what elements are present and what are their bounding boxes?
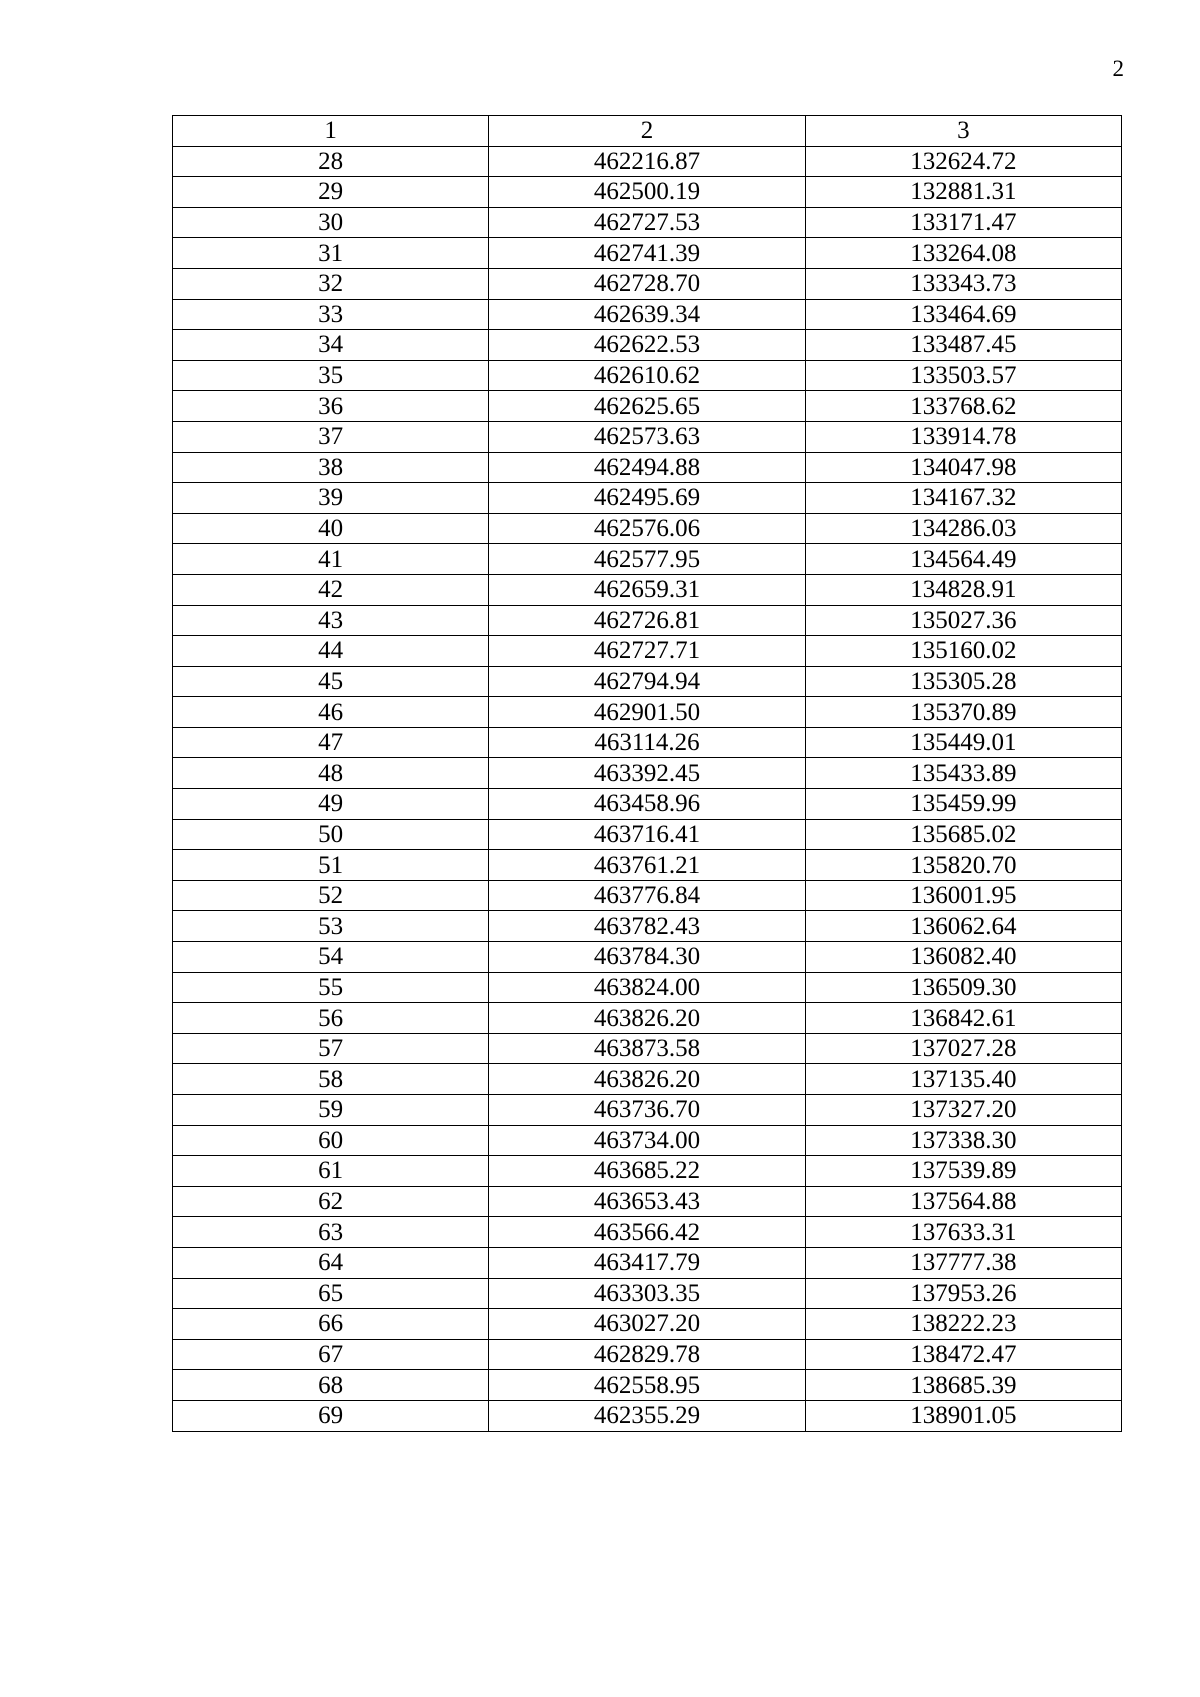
table-row [173, 1370, 1122, 1401]
point-number-cell: 54 [173, 942, 489, 973]
x-coordinate-cell: 462500.19 [489, 177, 805, 208]
y-coordinate-cell: 138472.47 [805, 1339, 1121, 1370]
table-row [173, 207, 1122, 238]
x-coordinate-cell: 462494.88 [489, 452, 805, 483]
x-coordinate-cell: 462794.94 [489, 666, 805, 697]
y-coordinate-cell: 134564.49 [805, 544, 1121, 575]
table-row [173, 238, 1122, 269]
y-coordinate-cell: 135459.99 [805, 789, 1121, 820]
table-row [173, 850, 1122, 881]
y-coordinate-cell: 136509.30 [805, 972, 1121, 1003]
table-row [173, 391, 1122, 422]
table-row [173, 1186, 1122, 1217]
x-coordinate-cell: 462728.70 [489, 268, 805, 299]
x-coordinate-cell: 462216.87 [489, 146, 805, 177]
x-coordinate-cell: 463873.58 [489, 1033, 805, 1064]
x-coordinate-cell: 462576.06 [489, 513, 805, 544]
point-number-cell: 30 [173, 207, 489, 238]
y-coordinate-cell: 134828.91 [805, 574, 1121, 605]
point-number-cell: 53 [173, 911, 489, 942]
x-coordinate-cell: 463784.30 [489, 942, 805, 973]
x-coordinate-cell: 462727.71 [489, 636, 805, 667]
point-number-cell: 60 [173, 1125, 489, 1156]
y-coordinate-cell: 137777.38 [805, 1247, 1121, 1278]
point-number-cell: 62 [173, 1186, 489, 1217]
y-coordinate-cell: 133503.57 [805, 360, 1121, 391]
x-coordinate-cell: 462573.63 [489, 421, 805, 452]
point-number-cell: 35 [173, 360, 489, 391]
y-coordinate-cell: 135449.01 [805, 727, 1121, 758]
x-coordinate-cell: 462901.50 [489, 697, 805, 728]
y-coordinate-cell: 137027.28 [805, 1033, 1121, 1064]
table-row [173, 1309, 1122, 1340]
point-number-cell: 36 [173, 391, 489, 422]
table-row [173, 574, 1122, 605]
coordinates-table [172, 115, 1122, 1432]
table-row [173, 1125, 1122, 1156]
x-coordinate-cell: 462610.62 [489, 360, 805, 391]
table-row [173, 1095, 1122, 1126]
y-coordinate-cell: 134047.98 [805, 452, 1121, 483]
point-number-cell: 64 [173, 1247, 489, 1278]
point-number-cell: 49 [173, 789, 489, 820]
x-coordinate-cell: 463458.96 [489, 789, 805, 820]
x-coordinate-cell: 463027.20 [489, 1309, 805, 1340]
point-number-cell: 41 [173, 544, 489, 575]
x-coordinate-cell: 463685.22 [489, 1156, 805, 1187]
column-header-3: 3 [805, 116, 1121, 147]
table-row [173, 911, 1122, 942]
x-coordinate-cell: 462726.81 [489, 605, 805, 636]
table-row [173, 789, 1122, 820]
point-number-cell: 63 [173, 1217, 489, 1248]
x-coordinate-cell: 463761.21 [489, 850, 805, 881]
point-number-cell: 28 [173, 146, 489, 177]
x-coordinate-cell: 463392.45 [489, 758, 805, 789]
y-coordinate-cell: 133487.45 [805, 330, 1121, 361]
table-row [173, 727, 1122, 758]
y-coordinate-cell: 136842.61 [805, 1003, 1121, 1034]
table-row [173, 360, 1122, 391]
x-coordinate-cell: 463776.84 [489, 880, 805, 911]
table-row [173, 1064, 1122, 1095]
table-row [173, 330, 1122, 361]
point-number-cell: 48 [173, 758, 489, 789]
y-coordinate-cell: 135433.89 [805, 758, 1121, 789]
point-number-cell: 29 [173, 177, 489, 208]
table-row [173, 1278, 1122, 1309]
point-number-cell: 61 [173, 1156, 489, 1187]
table-row [173, 483, 1122, 514]
y-coordinate-cell: 136001.95 [805, 880, 1121, 911]
table-row [173, 421, 1122, 452]
x-coordinate-cell: 462639.34 [489, 299, 805, 330]
x-coordinate-cell: 462741.39 [489, 238, 805, 269]
y-coordinate-cell: 138901.05 [805, 1400, 1121, 1431]
x-coordinate-cell: 463824.00 [489, 972, 805, 1003]
y-coordinate-cell: 137135.40 [805, 1064, 1121, 1095]
table-row [173, 605, 1122, 636]
point-number-cell: 66 [173, 1309, 489, 1340]
point-number-cell: 45 [173, 666, 489, 697]
y-coordinate-cell: 137338.30 [805, 1125, 1121, 1156]
y-coordinate-cell: 136062.64 [805, 911, 1121, 942]
table-row [173, 1003, 1122, 1034]
point-number-cell: 43 [173, 605, 489, 636]
x-coordinate-cell: 463303.35 [489, 1278, 805, 1309]
table-row [173, 1217, 1122, 1248]
point-number-cell: 55 [173, 972, 489, 1003]
point-number-cell: 47 [173, 727, 489, 758]
x-coordinate-cell: 463417.79 [489, 1247, 805, 1278]
x-coordinate-cell: 463716.41 [489, 819, 805, 850]
y-coordinate-cell: 137327.20 [805, 1095, 1121, 1126]
y-coordinate-cell: 135370.89 [805, 697, 1121, 728]
x-coordinate-cell: 463782.43 [489, 911, 805, 942]
column-header-2: 2 [489, 116, 805, 147]
y-coordinate-cell: 135685.02 [805, 819, 1121, 850]
y-coordinate-cell: 133464.69 [805, 299, 1121, 330]
y-coordinate-cell: 135305.28 [805, 666, 1121, 697]
page-number: 2 [1112, 56, 1124, 81]
column-header-1: 1 [173, 116, 489, 147]
table-row [173, 636, 1122, 667]
header-row [173, 116, 1122, 147]
point-number-cell: 38 [173, 452, 489, 483]
point-number-cell: 65 [173, 1278, 489, 1309]
point-number-cell: 50 [173, 819, 489, 850]
y-coordinate-cell: 134286.03 [805, 513, 1121, 544]
y-coordinate-cell: 133264.08 [805, 238, 1121, 269]
table-row [173, 1247, 1122, 1278]
x-coordinate-cell: 463114.26 [489, 727, 805, 758]
point-number-cell: 39 [173, 483, 489, 514]
table-row [173, 972, 1122, 1003]
point-number-cell: 33 [173, 299, 489, 330]
y-coordinate-cell: 132624.72 [805, 146, 1121, 177]
x-coordinate-cell: 462577.95 [489, 544, 805, 575]
y-coordinate-cell: 137539.89 [805, 1156, 1121, 1187]
y-coordinate-cell: 135027.36 [805, 605, 1121, 636]
x-coordinate-cell: 462659.31 [489, 574, 805, 605]
point-number-cell: 42 [173, 574, 489, 605]
table-row [173, 299, 1122, 330]
point-number-cell: 57 [173, 1033, 489, 1064]
point-number-cell: 37 [173, 421, 489, 452]
x-coordinate-cell: 462625.65 [489, 391, 805, 422]
x-coordinate-cell: 462558.95 [489, 1370, 805, 1401]
table-row [173, 544, 1122, 575]
point-number-cell: 67 [173, 1339, 489, 1370]
y-coordinate-cell: 133343.73 [805, 268, 1121, 299]
point-number-cell: 40 [173, 513, 489, 544]
x-coordinate-cell: 462355.29 [489, 1400, 805, 1431]
point-number-cell: 56 [173, 1003, 489, 1034]
table-header [173, 116, 1122, 147]
y-coordinate-cell: 137633.31 [805, 1217, 1121, 1248]
table-row [173, 146, 1122, 177]
table-row [173, 1033, 1122, 1064]
table-row [173, 513, 1122, 544]
table-row [173, 177, 1122, 208]
point-number-cell: 59 [173, 1095, 489, 1126]
point-number-cell: 46 [173, 697, 489, 728]
point-number-cell: 34 [173, 330, 489, 361]
y-coordinate-cell: 137564.88 [805, 1186, 1121, 1217]
table-row [173, 819, 1122, 850]
y-coordinate-cell: 134167.32 [805, 483, 1121, 514]
table-row [173, 1339, 1122, 1370]
y-coordinate-cell: 135820.70 [805, 850, 1121, 881]
point-number-cell: 44 [173, 636, 489, 667]
y-coordinate-cell: 133914.78 [805, 421, 1121, 452]
y-coordinate-cell: 135160.02 [805, 636, 1121, 667]
x-coordinate-cell: 462622.53 [489, 330, 805, 361]
point-number-cell: 51 [173, 850, 489, 881]
point-number-cell: 31 [173, 238, 489, 269]
x-coordinate-cell: 463826.20 [489, 1003, 805, 1034]
y-coordinate-cell: 138222.23 [805, 1309, 1121, 1340]
table-row [173, 1156, 1122, 1187]
x-coordinate-cell: 462727.53 [489, 207, 805, 238]
x-coordinate-cell: 462829.78 [489, 1339, 805, 1370]
y-coordinate-cell: 137953.26 [805, 1278, 1121, 1309]
table-body [173, 146, 1122, 1431]
x-coordinate-cell: 463736.70 [489, 1095, 805, 1126]
x-coordinate-cell: 463826.20 [489, 1064, 805, 1095]
y-coordinate-cell: 136082.40 [805, 942, 1121, 973]
y-coordinate-cell: 133171.47 [805, 207, 1121, 238]
x-coordinate-cell: 462495.69 [489, 483, 805, 514]
point-number-cell: 68 [173, 1370, 489, 1401]
y-coordinate-cell: 133768.62 [805, 391, 1121, 422]
table-row [173, 697, 1122, 728]
y-coordinate-cell: 138685.39 [805, 1370, 1121, 1401]
x-coordinate-cell: 463734.00 [489, 1125, 805, 1156]
table-row [173, 880, 1122, 911]
x-coordinate-cell: 463653.43 [489, 1186, 805, 1217]
table-row [173, 758, 1122, 789]
point-number-cell: 52 [173, 880, 489, 911]
table-row [173, 942, 1122, 973]
table-row [173, 666, 1122, 697]
point-number-cell: 32 [173, 268, 489, 299]
table-row [173, 1400, 1122, 1431]
table-row [173, 268, 1122, 299]
table-row [173, 452, 1122, 483]
point-number-cell: 69 [173, 1400, 489, 1431]
point-number-cell: 58 [173, 1064, 489, 1095]
x-coordinate-cell: 463566.42 [489, 1217, 805, 1248]
y-coordinate-cell: 132881.31 [805, 177, 1121, 208]
